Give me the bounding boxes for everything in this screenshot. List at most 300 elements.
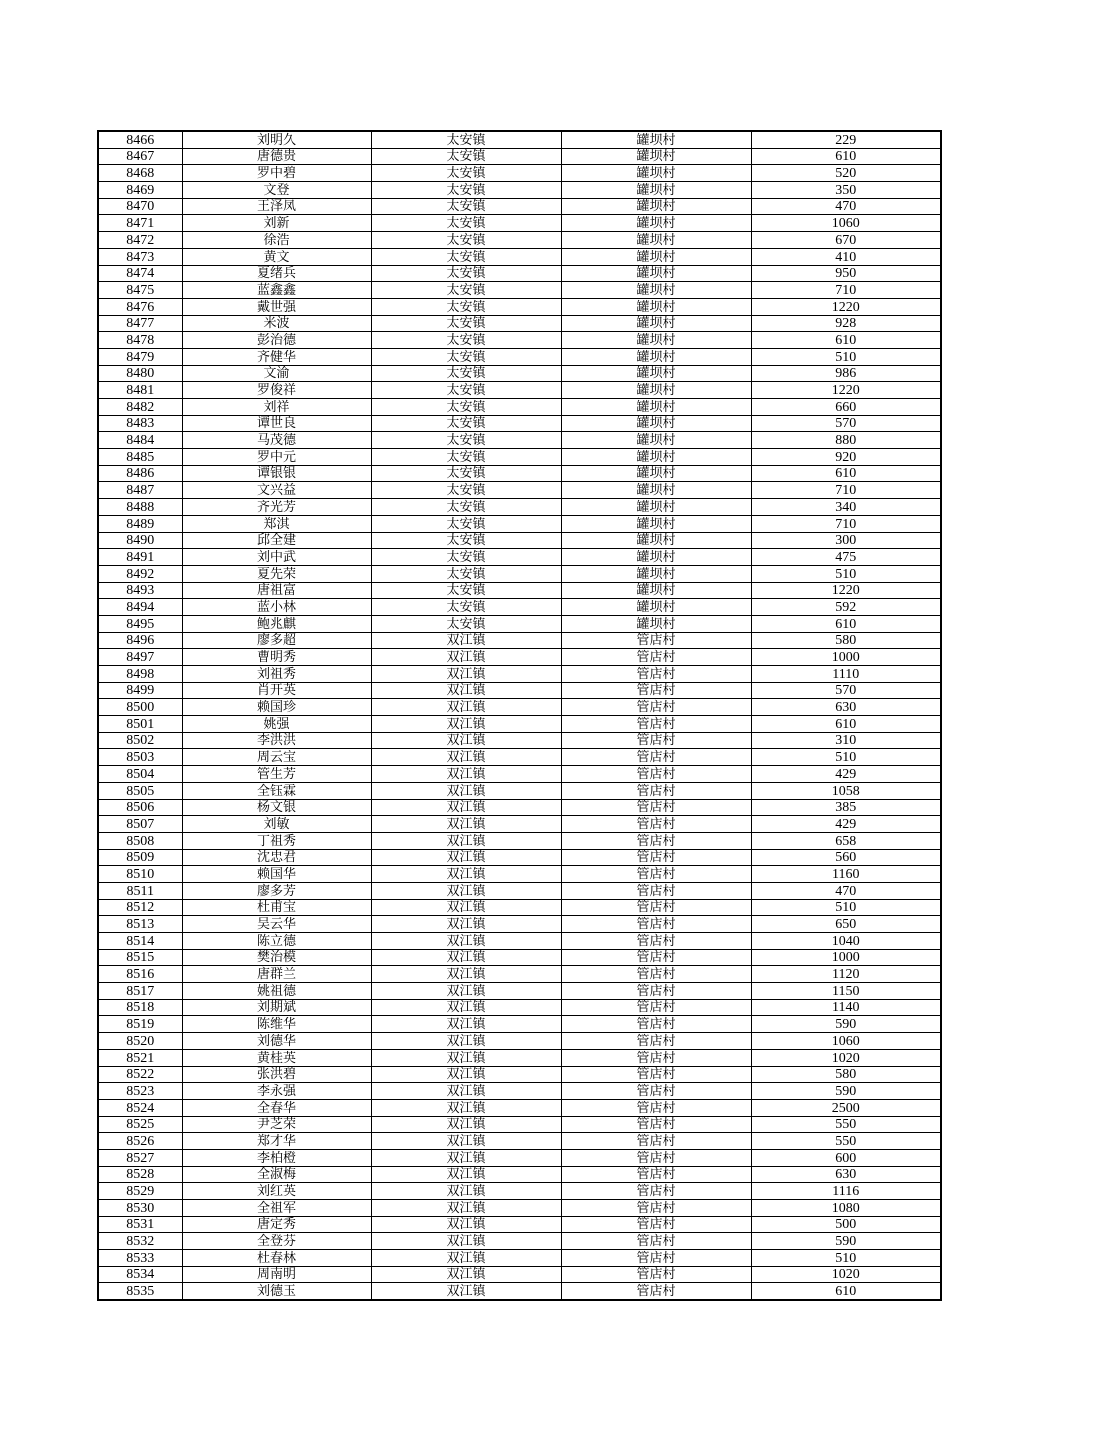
row-id-cell: 8510 [98,866,182,883]
village-cell: 管店村 [561,649,751,666]
village-cell: 罐坝村 [561,399,751,416]
town-cell: 太安镇 [371,265,561,282]
row-id-cell: 8473 [98,248,182,265]
amount-cell: 610 [751,716,941,733]
row-id-cell: 8501 [98,716,182,733]
table-row [98,432,941,449]
row-id-cell: 8513 [98,916,182,933]
row-id-cell: 8508 [98,832,182,849]
village-cell: 管店村 [561,1283,751,1300]
town-cell: 双江镇 [371,716,561,733]
row-id-cell: 8535 [98,1283,182,1300]
table-row [98,449,941,466]
name-cell: 谭银银 [182,465,371,482]
table-row [98,799,941,816]
town-cell: 太安镇 [371,615,561,632]
town-cell: 双江镇 [371,1233,561,1250]
name-cell: 周云宝 [182,749,371,766]
amount-cell: 429 [751,766,941,783]
village-cell: 管店村 [561,1016,751,1033]
village-cell: 罐坝村 [561,348,751,365]
town-cell: 双江镇 [371,916,561,933]
row-id-cell: 8532 [98,1233,182,1250]
amount-cell: 630 [751,1166,941,1183]
table-row [98,582,941,599]
row-id-cell: 8477 [98,315,182,332]
town-cell: 太安镇 [371,282,561,299]
amount-cell: 229 [751,131,941,148]
name-cell: 陈维华 [182,1016,371,1033]
row-id-cell: 8483 [98,415,182,432]
table-row [98,966,941,983]
town-cell: 双江镇 [371,1266,561,1283]
name-cell: 夏绪兵 [182,265,371,282]
name-cell: 戴世强 [182,298,371,315]
name-cell: 夏先荣 [182,565,371,582]
town-cell: 太安镇 [371,399,561,416]
name-cell: 赖国珍 [182,699,371,716]
town-cell: 双江镇 [371,732,561,749]
name-cell: 徐浩 [182,232,371,249]
amount-cell: 1220 [751,298,941,315]
village-cell: 罐坝村 [561,549,751,566]
village-cell: 罐坝村 [561,482,751,499]
row-id-cell: 8520 [98,1033,182,1050]
town-cell: 太安镇 [371,182,561,199]
amount-cell: 580 [751,632,941,649]
amount-cell: 510 [751,1250,941,1267]
name-cell: 廖多芳 [182,882,371,899]
row-id-cell: 8528 [98,1166,182,1183]
row-id-cell: 8493 [98,582,182,599]
name-cell: 刘中武 [182,549,371,566]
amount-cell: 592 [751,599,941,616]
amount-cell: 510 [751,899,941,916]
table-row [98,265,941,282]
table-row [98,1049,941,1066]
table-row [98,382,941,399]
table-row [98,365,941,382]
row-id-cell: 8533 [98,1250,182,1267]
name-cell: 刘德玉 [182,1283,371,1300]
town-cell: 太安镇 [371,215,561,232]
amount-cell: 300 [751,532,941,549]
table-row [98,933,941,950]
village-cell: 管店村 [561,749,751,766]
town-cell: 太安镇 [371,432,561,449]
village-cell: 管店村 [561,1149,751,1166]
amount-cell: 1220 [751,382,941,399]
village-cell: 管店村 [561,832,751,849]
village-cell: 管店村 [561,999,751,1016]
table-row [98,282,941,299]
town-cell: 双江镇 [371,749,561,766]
village-cell: 管店村 [561,1266,751,1283]
row-id-cell: 8476 [98,298,182,315]
name-cell: 马茂德 [182,432,371,449]
amount-cell: 550 [751,1116,941,1133]
town-cell: 太安镇 [371,582,561,599]
town-cell: 双江镇 [371,649,561,666]
amount-cell: 385 [751,799,941,816]
table-row [98,1250,941,1267]
amount-cell: 610 [751,615,941,632]
amount-cell: 560 [751,849,941,866]
amount-cell: 1120 [751,966,941,983]
village-cell: 管店村 [561,682,751,699]
row-id-cell: 8499 [98,682,182,699]
amount-cell: 580 [751,1066,941,1083]
town-cell: 太安镇 [371,465,561,482]
row-id-cell: 8481 [98,382,182,399]
table-row [98,916,941,933]
name-cell: 邱全建 [182,532,371,549]
row-id-cell: 8518 [98,999,182,1016]
name-cell: 廖多超 [182,632,371,649]
amount-cell: 410 [751,248,941,265]
village-cell: 管店村 [561,782,751,799]
village-cell: 罐坝村 [561,182,751,199]
row-id-cell: 8478 [98,332,182,349]
table-row [98,666,941,683]
table-row [98,1266,941,1283]
row-id-cell: 8490 [98,532,182,549]
village-cell: 罐坝村 [561,215,751,232]
row-id-cell: 8531 [98,1216,182,1233]
town-cell: 双江镇 [371,882,561,899]
table-row [98,766,941,783]
name-cell: 黄文 [182,248,371,265]
amount-cell: 1020 [751,1049,941,1066]
amount-cell: 590 [751,1016,941,1033]
row-id-cell: 8525 [98,1116,182,1133]
table-row [98,632,941,649]
town-cell: 太安镇 [371,532,561,549]
village-cell: 罐坝村 [561,582,751,599]
town-cell: 太安镇 [371,382,561,399]
amount-cell: 1040 [751,933,941,950]
village-cell: 管店村 [561,966,751,983]
village-cell: 罐坝村 [561,315,751,332]
name-cell: 唐定秀 [182,1216,371,1233]
row-id-cell: 8503 [98,749,182,766]
row-id-cell: 8485 [98,449,182,466]
name-cell: 姚祖德 [182,983,371,1000]
row-id-cell: 8482 [98,399,182,416]
village-cell: 管店村 [561,1066,751,1083]
village-cell: 罐坝村 [561,131,751,148]
table-row [98,699,941,716]
row-id-cell: 8512 [98,899,182,916]
name-cell: 刘红英 [182,1183,371,1200]
amount-cell: 610 [751,148,941,165]
amount-cell: 986 [751,365,941,382]
table-row [98,1133,941,1150]
row-id-cell: 8486 [98,465,182,482]
row-id-cell: 8496 [98,632,182,649]
town-cell: 太安镇 [371,198,561,215]
name-cell: 全淑梅 [182,1166,371,1183]
name-cell: 全祖军 [182,1200,371,1217]
amount-cell: 1020 [751,1266,941,1283]
row-id-cell: 8480 [98,365,182,382]
name-cell: 姚强 [182,716,371,733]
amount-cell: 660 [751,399,941,416]
row-id-cell: 8505 [98,782,182,799]
village-cell: 罐坝村 [561,332,751,349]
village-cell: 管店村 [561,1183,751,1200]
row-id-cell: 8487 [98,482,182,499]
name-cell: 刘明久 [182,131,371,148]
town-cell: 太安镇 [371,315,561,332]
table-row [98,1233,941,1250]
village-cell: 罐坝村 [561,265,751,282]
name-cell: 李永强 [182,1083,371,1100]
row-id-cell: 8530 [98,1200,182,1217]
name-cell: 沈忠君 [182,849,371,866]
town-cell: 太安镇 [371,449,561,466]
village-cell: 罐坝村 [561,248,751,265]
row-id-cell: 8529 [98,1183,182,1200]
row-id-cell: 8470 [98,198,182,215]
amount-cell: 1000 [751,949,941,966]
town-cell: 双江镇 [371,1283,561,1300]
table-row [98,1033,941,1050]
row-id-cell: 8489 [98,515,182,532]
village-cell: 管店村 [561,766,751,783]
town-cell: 太安镇 [371,248,561,265]
row-id-cell: 8488 [98,499,182,516]
village-cell: 管店村 [561,1250,751,1267]
village-cell: 罐坝村 [561,449,751,466]
village-cell: 管店村 [561,1099,751,1116]
table-row [98,315,941,332]
village-cell: 管店村 [561,632,751,649]
row-id-cell: 8516 [98,966,182,983]
town-cell: 双江镇 [371,966,561,983]
town-cell: 双江镇 [371,949,561,966]
amount-cell: 920 [751,449,941,466]
row-id-cell: 8534 [98,1266,182,1283]
name-cell: 刘新 [182,215,371,232]
name-cell: 蓝鑫鑫 [182,282,371,299]
table-row [98,615,941,632]
table-row [98,415,941,432]
town-cell: 双江镇 [371,1033,561,1050]
town-cell: 太安镇 [371,549,561,566]
village-cell: 罐坝村 [561,382,751,399]
amount-cell: 510 [751,348,941,365]
town-cell: 双江镇 [371,983,561,1000]
village-cell: 管店村 [561,983,751,1000]
row-id-cell: 8469 [98,182,182,199]
amount-cell: 670 [751,232,941,249]
town-cell: 太安镇 [371,148,561,165]
name-cell: 李柏橙 [182,1149,371,1166]
amount-cell: 470 [751,198,941,215]
row-id-cell: 8468 [98,165,182,182]
town-cell: 太安镇 [371,232,561,249]
row-id-cell: 8524 [98,1099,182,1116]
row-id-cell: 8472 [98,232,182,249]
table-row [98,816,941,833]
town-cell: 双江镇 [371,1200,561,1217]
name-cell: 唐德贵 [182,148,371,165]
table-row [98,565,941,582]
row-id-cell: 8509 [98,849,182,866]
village-cell: 管店村 [561,816,751,833]
table-row [98,549,941,566]
town-cell: 双江镇 [371,699,561,716]
village-cell: 管店村 [561,716,751,733]
table-row [98,1200,941,1217]
row-id-cell: 8474 [98,265,182,282]
table-row [98,1166,941,1183]
amount-cell: 510 [751,565,941,582]
town-cell: 太安镇 [371,415,561,432]
name-cell: 罗中元 [182,449,371,466]
amount-cell: 658 [751,832,941,849]
name-cell: 黄桂英 [182,1049,371,1066]
village-cell: 管店村 [561,849,751,866]
name-cell: 鲍兆麒 [182,615,371,632]
town-cell: 双江镇 [371,1216,561,1233]
row-id-cell: 8475 [98,282,182,299]
amount-cell: 590 [751,1083,941,1100]
name-cell: 杨文银 [182,799,371,816]
village-cell: 管店村 [561,1049,751,1066]
table-row [98,482,941,499]
row-id-cell: 8502 [98,732,182,749]
village-cell: 管店村 [561,882,751,899]
amount-cell: 1150 [751,983,941,1000]
amount-cell: 600 [751,1149,941,1166]
town-cell: 双江镇 [371,799,561,816]
table-row [98,899,941,916]
table-row [98,882,941,899]
town-cell: 双江镇 [371,899,561,916]
row-id-cell: 8500 [98,699,182,716]
name-cell: 全钰霖 [182,782,371,799]
amount-cell: 610 [751,1283,941,1300]
table-row [98,1216,941,1233]
village-cell: 管店村 [561,1233,751,1250]
amount-cell: 340 [751,499,941,516]
name-cell: 尹芝荣 [182,1116,371,1133]
amount-cell: 1060 [751,215,941,232]
name-cell: 刘期斌 [182,999,371,1016]
name-cell: 陈立德 [182,933,371,950]
name-cell: 罗俊祥 [182,382,371,399]
town-cell: 双江镇 [371,666,561,683]
row-id-cell: 8527 [98,1149,182,1166]
town-cell: 双江镇 [371,1183,561,1200]
amount-cell: 2500 [751,1099,941,1116]
village-cell: 罐坝村 [561,282,751,299]
amount-cell: 570 [751,682,941,699]
row-id-cell: 8522 [98,1066,182,1083]
row-id-cell: 8506 [98,799,182,816]
amount-cell: 510 [751,749,941,766]
amount-cell: 1000 [751,649,941,666]
town-cell: 太安镇 [371,332,561,349]
town-cell: 双江镇 [371,1166,561,1183]
row-id-cell: 8491 [98,549,182,566]
table-row [98,515,941,532]
table-row [98,182,941,199]
name-cell: 周南明 [182,1266,371,1283]
name-cell: 张洪碧 [182,1066,371,1083]
row-id-cell: 8466 [98,131,182,148]
town-cell: 双江镇 [371,766,561,783]
data-table [97,130,942,1301]
town-cell: 双江镇 [371,1133,561,1150]
town-cell: 双江镇 [371,849,561,866]
amount-cell: 310 [751,732,941,749]
row-id-cell: 8495 [98,615,182,632]
amount-cell: 1060 [751,1033,941,1050]
table-row [98,532,941,549]
table-row [98,866,941,883]
village-cell: 管店村 [561,866,751,883]
town-cell: 太安镇 [371,298,561,315]
town-cell: 太安镇 [371,165,561,182]
table-row [98,399,941,416]
table-row [98,332,941,349]
name-cell: 刘祖秀 [182,666,371,683]
table-row [98,215,941,232]
row-id-cell: 8497 [98,649,182,666]
village-cell: 管店村 [561,1200,751,1217]
table-row [98,1066,941,1083]
table-row [98,131,941,148]
village-cell: 管店村 [561,666,751,683]
village-cell: 罐坝村 [561,465,751,482]
table-row [98,732,941,749]
table-row [98,148,941,165]
amount-cell: 550 [751,1133,941,1150]
village-cell: 管店村 [561,949,751,966]
name-cell: 杜春林 [182,1250,371,1267]
table-row [98,1016,941,1033]
village-cell: 管店村 [561,899,751,916]
town-cell: 双江镇 [371,933,561,950]
amount-cell: 630 [751,699,941,716]
table-row [98,465,941,482]
village-cell: 罐坝村 [561,198,751,215]
town-cell: 太安镇 [371,515,561,532]
row-id-cell: 8515 [98,949,182,966]
amount-cell: 1058 [751,782,941,799]
row-id-cell: 8517 [98,983,182,1000]
village-cell: 罐坝村 [561,365,751,382]
row-id-cell: 8523 [98,1083,182,1100]
name-cell: 刘祥 [182,399,371,416]
row-id-cell: 8484 [98,432,182,449]
amount-cell: 1116 [751,1183,941,1200]
amount-cell: 950 [751,265,941,282]
amount-cell: 500 [751,1216,941,1233]
village-cell: 管店村 [561,799,751,816]
table-row [98,1099,941,1116]
name-cell: 丁祖秀 [182,832,371,849]
name-cell: 管生芳 [182,766,371,783]
town-cell: 双江镇 [371,682,561,699]
amount-cell: 470 [751,882,941,899]
name-cell: 谭世良 [182,415,371,432]
name-cell: 刘敏 [182,816,371,833]
amount-cell: 1160 [751,866,941,883]
